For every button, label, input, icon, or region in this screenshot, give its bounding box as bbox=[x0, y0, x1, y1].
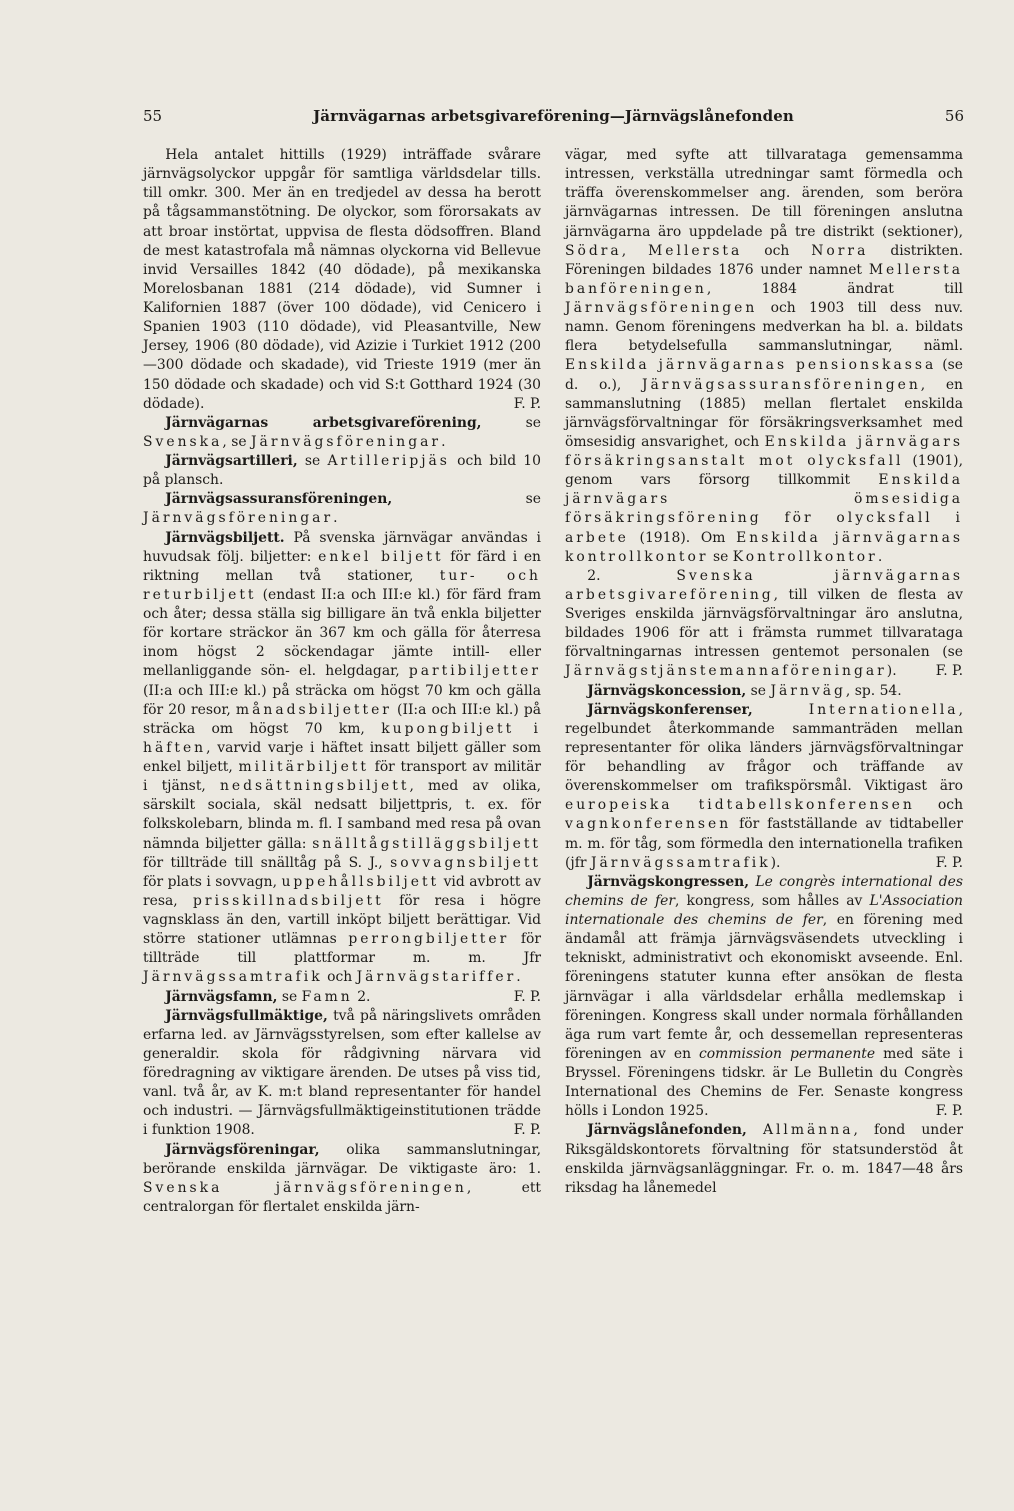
text-run: nedsättningsbiljett bbox=[219, 778, 410, 795]
text-run: och 1903 till dess nuv. namn. Genom föreningens medverkan ha bl. a. bildats flera betydelsefulla sammanslutningar, näml. bbox=[565, 300, 964, 355]
text-run: , en förening med ändamål att främja järnvägsväsendets utveckling i tekniskt, administrativt och ekonomiskt avseende. Enl. föreningens statuter kunna efter ansökan de flesta järnvägar i alla världsdelar erhålla medlemskap i föreningen. Kongress skall under normala förhållanden äga rum vart femte år, och dessemellan representeras föreningen av en bbox=[565, 912, 963, 1062]
text-run: för tillträde till plattformar m. m. Jfr bbox=[143, 931, 541, 967]
text-run: snälltågstilläggsbiljett bbox=[312, 835, 541, 852]
paragraph-continued bbox=[565, 146, 963, 567]
text-run: kupongbiljett i häften bbox=[143, 720, 541, 756]
text-run: (II:a och III:e kl.) på sträcka om högst 70 km, bbox=[143, 701, 541, 737]
text-run: se bbox=[304, 453, 321, 469]
text-run: . bbox=[877, 548, 883, 565]
entry-headword: Järnvägslånefonden, bbox=[587, 1122, 747, 1139]
text-run: Enskilda järnvägarnas pensionskassa bbox=[565, 357, 937, 374]
text-run: Enskilda järnvägars ömsesidiga försäkringsförening för olycksfall i arbete bbox=[565, 472, 964, 546]
text-run: commission permanente bbox=[699, 1045, 876, 1062]
text-run: för färd i en riktning mellan två stationer, bbox=[143, 548, 541, 584]
text-run: partibiljetter bbox=[408, 663, 541, 680]
author-signature: F. P. bbox=[513, 988, 541, 1005]
text-run: L'Association internationale des chemins de fer bbox=[565, 892, 963, 928]
text-run: Hela antalet hittills (1929) inträffade svårare järnvägsolyckor uppgår för samtliga världsdelar tills. till omkr. 300. Mer än en tredjedel av dessa ha berott på tågsammanstötning. De olyckor, som förorsakats av att broar instörtat, uppvisa de flesta dödsoffren. Bland de mest katastrofala må nämnas olyckorna vid Bellevue invid Versailles 1842 (40 dödade), på mexikanska Morelosbanan 1881 (214 dödade), vid Sumner i Kalifornien 1887 (över 100 dödade), vid Cenicero i Spanien 1903 (110 dödade), vid Pleasantville, New Jersey, 1906 (80 dödade), vid Azizie i Turkiet 1912 (200—300 dödade och skadade), vid Trieste 1919 (mer än 150 dödade och skadade) och vid S:t Gotthard 1924 (30 dödade). bbox=[143, 147, 541, 412]
cross-reference: Famn bbox=[301, 988, 353, 1005]
page-number-right: 56 bbox=[944, 107, 964, 125]
entry-jarnvagsartilleri bbox=[143, 452, 541, 490]
text-run: europeiska tidtabellskonferensen bbox=[565, 797, 915, 814]
author-signature: F. P. bbox=[513, 1122, 541, 1139]
text-run: Norra bbox=[811, 242, 869, 259]
text-run: ). bbox=[770, 854, 781, 871]
text-run: för transport av militär i tjänst, bbox=[143, 759, 542, 795]
text-run: Mellersta banföreningen bbox=[565, 261, 963, 297]
text-run: tur- och returbiljett bbox=[143, 567, 541, 603]
text-run: sovvagnsbiljett bbox=[390, 854, 541, 871]
text-run: månadsbiljetter bbox=[235, 701, 392, 718]
cross-reference: Järnväg bbox=[770, 682, 846, 699]
text-run: två på näringslivets områden erfarna led. av Järnvägsstyrelsen, som efter kallelse av generaldir. skola för rådgivning närvara vid föredragning av viktigare ärenden. De utses på viss tid, vanl. två år, av K. m:t bland representanter för handel och industri. — Järnvägsfullmäktigeinstitutionen trädde i funktion 1908. bbox=[143, 1007, 541, 1139]
text-run: Enskilda järnvägars försäkringsanstalt mot olycksfall bbox=[565, 433, 963, 469]
entry-jarnvagsfullmaktige bbox=[143, 1007, 541, 1141]
text-run: Le congrès international des chemins de fer bbox=[565, 873, 963, 909]
text-run: och bbox=[327, 969, 353, 986]
text-run: Enskilda järnvägarnas kontrollkontor bbox=[565, 529, 963, 565]
text-run: Mellersta bbox=[648, 242, 743, 259]
cross-reference: Järnvägssamtrafik bbox=[590, 854, 771, 871]
text-run: Järnvägsföreningen bbox=[565, 300, 758, 316]
text-run: (se d. o.), bbox=[565, 357, 963, 393]
entry-headword: Järnvägsbiljett. bbox=[165, 529, 285, 546]
text-run: se bbox=[750, 682, 767, 699]
entry-headword: Järnvägsassuransföreningen, bbox=[165, 491, 393, 508]
left-column bbox=[143, 146, 541, 1217]
text-run: vagnkonferensen bbox=[565, 816, 732, 833]
text-run: se bbox=[525, 491, 541, 508]
page-header bbox=[143, 107, 964, 131]
text-run: , en sammanslutning (1885) mellan flertalet enskilda järnvägsförvaltningar för försäkringsverksamhet med ömsesidig ansvarighet, och bbox=[565, 376, 963, 450]
entry-headword: Järnvägskonferenser, bbox=[587, 701, 753, 718]
text-run: och bbox=[937, 797, 964, 814]
text-run: Järnvägsassuransföreningen bbox=[641, 376, 921, 393]
text-run: perrongbiljetter bbox=[348, 931, 510, 948]
cross-reference: Svenska bbox=[143, 433, 223, 450]
paragraph bbox=[143, 146, 541, 414]
entry-jarnvagsforeningar bbox=[143, 1141, 541, 1218]
text-run: Internationella bbox=[808, 701, 959, 718]
text-run: enkel biljett bbox=[318, 548, 444, 565]
text-run: (endast II:a och III:e kl.) för färd fram och åter; dessa ställa sig billigare än två enkla biljetter för kortare sträckor än 367 km och gälla för återresa inom högst 2 söckendagar jämte intill- eller mellanliggande sön- el. helgdagar, bbox=[143, 586, 541, 680]
text-run: , ett centralorgan för flertalet enskilda järn- bbox=[143, 1179, 542, 1215]
author-signature: F. P. bbox=[935, 663, 963, 680]
entry-headword: Järnvägsfullmäktige, bbox=[165, 1007, 328, 1024]
cross-reference: Järnvägstjänstemannaföreningar bbox=[565, 663, 887, 680]
text-run: uppehållsbiljett bbox=[281, 873, 440, 890]
cross-reference: Järnvägstariffer bbox=[356, 969, 517, 986]
text-run: 2. bbox=[357, 988, 371, 1005]
text-run: , till vilken de flesta av Sveriges enskilda järnvägsförvaltningar äro anslutna, bildades 1906 för att i främsta rummet tillvarataga förvaltningarnas intressen gentemot personalen (se bbox=[565, 586, 963, 661]
entry-jarnvagslanefonden bbox=[565, 1121, 963, 1198]
text-run: för tillträde till snälltåg på S. J., bbox=[143, 854, 383, 871]
cross-reference: Artilleripjäs bbox=[327, 453, 450, 469]
text-run: prisskillnadsbiljett bbox=[193, 892, 384, 909]
text-run: vägar, med syfte att tillvarataga gemensamma intressen, verkställa utredningar samt förmedla och träffa överenskommelser ang. ärenden, som beröra järnvägarnas intressen. De till föreningen anslutna järnvägarna äro uppdelade på tre distrikt (sektioner), bbox=[565, 147, 963, 240]
text-run: se bbox=[712, 548, 729, 565]
text-run: olika sammanslutningar, berörande enskilda järnvägar. De viktigaste äro: 1. bbox=[143, 1141, 541, 1177]
entry-jarnvagarnas-arbetsgivareforening: Järnvägarnas arbetsgivareförening, se Svenska, se Järnvägsföreningar. bbox=[143, 414, 542, 450]
entry-jarnvagskongressen bbox=[565, 873, 963, 1122]
entry-jarnvagsfamn bbox=[143, 988, 541, 1007]
text-run: och bbox=[764, 242, 790, 259]
text-run: ). bbox=[886, 663, 897, 680]
text-run: . bbox=[333, 510, 338, 527]
text-run: (1901), genom vars försorg tillkommit bbox=[565, 453, 963, 489]
entry-headword: Järnvägsfamn, bbox=[165, 988, 278, 1005]
running-title: Järnvägarnas arbetsgivareförening—Järnvägslånefonden bbox=[313, 107, 794, 125]
entry-jarnvagsassuransforeningen bbox=[143, 490, 541, 528]
text-run: (1918). Om bbox=[639, 529, 726, 546]
text-run: , bbox=[621, 242, 627, 259]
text-run: med säte i Bryssel. Föreningens tidskr. är Le Bulletin du Congrès International des Chemins de Fer. Senaste kongress hölls i London 1925. bbox=[565, 1045, 963, 1120]
text-run: se bbox=[281, 988, 298, 1005]
text-run: . bbox=[441, 433, 446, 450]
text-run: , sp. 54. bbox=[845, 682, 902, 699]
text-run: 2. bbox=[587, 567, 601, 584]
text-run: vid avbrott av resa, bbox=[143, 873, 541, 909]
text-run: , fond under Riksgäldskontorets förvaltning för statsunderstöd åt enskilda järnvägsanläggningar. Fr. o. m. 1847—48 års riksdag ha lånemedel bbox=[565, 1122, 963, 1196]
text-run: för resa i högre vagnsklass än den, vartill inköpt biljett berättigar. Vid större stationer utlämnas bbox=[143, 892, 541, 948]
entry-headword: Järnvägskoncession, bbox=[587, 682, 747, 699]
text-run: , med av olika, särskilt sociala, skäl nedsatt biljettpris, t. ex. för folkskolebarn, blinda m. fl. I samband med resa på ovan nämnda biljetter gälla: bbox=[143, 778, 542, 852]
author-signature: F. P. bbox=[513, 395, 541, 412]
cross-reference: Järnvägssamtrafik bbox=[143, 969, 323, 986]
text-run: se bbox=[525, 414, 542, 431]
text-run: . bbox=[516, 969, 521, 986]
text-run: Allmänna bbox=[762, 1122, 854, 1139]
text-run: distrikten. Föreningen bildades 1876 under namnet bbox=[565, 242, 964, 278]
cross-reference: Kontrollkontor bbox=[732, 548, 878, 565]
paragraph bbox=[565, 567, 963, 682]
text-run: Södra bbox=[565, 242, 622, 259]
text-run: , regelbundet återkommande sammanträden mellan representanter för olika länders järnvägsförvaltningar för behandling av frågor och träffande av överenskommelser om trafikspörsmål. Viktigast äro bbox=[565, 701, 963, 795]
text-run: och bild 10 på plansch. bbox=[143, 453, 541, 489]
text-run: militärbiljett bbox=[238, 759, 369, 775]
entry-headword: Järnvägarnas arbetsgivareförening, bbox=[165, 414, 482, 431]
text-run: Svenska järnvägarnas arbetsgivareförening bbox=[565, 567, 964, 603]
page-number-left: 55 bbox=[143, 107, 163, 125]
right-column bbox=[565, 146, 963, 1198]
text-run: för fastställande av tidtabeller m. m. för tåg, som förmedla den internationella trafiken (jfr bbox=[565, 816, 963, 871]
entry-headword: Järnvägskongressen, bbox=[587, 873, 750, 890]
entry-jarnvagskonferenser bbox=[565, 701, 963, 873]
text-run: , kongress, som hålles av bbox=[675, 892, 863, 909]
entry-jarnvagskoncession bbox=[565, 682, 963, 701]
text-run: , varvid varje i häftet insatt biljett gäller som enkel biljett, bbox=[143, 739, 541, 775]
entry-headword: Järnvägsartilleri, bbox=[165, 453, 298, 469]
cross-reference: Järnvägsföreningar bbox=[250, 433, 442, 450]
text-run: På svenska järnvägar användas i huvudsak följ. biljetter: bbox=[143, 529, 541, 565]
entry-headword: Järnvägsföreningar, bbox=[165, 1141, 320, 1158]
author-signature: F. P. bbox=[935, 854, 963, 871]
text-run: Svenska järnvägsföreningen bbox=[143, 1179, 467, 1196]
cross-reference: Järnvägsföreningar bbox=[143, 510, 334, 527]
author-signature: F. P. bbox=[935, 1103, 963, 1120]
text-run: (II:a och III:e kl.) på sträcka om högst 70 km och gälla för 20 resor, bbox=[143, 682, 541, 718]
text-run: , 1884 ändrat till bbox=[706, 280, 963, 297]
text-run: för plats i sovvagn, bbox=[143, 873, 277, 890]
